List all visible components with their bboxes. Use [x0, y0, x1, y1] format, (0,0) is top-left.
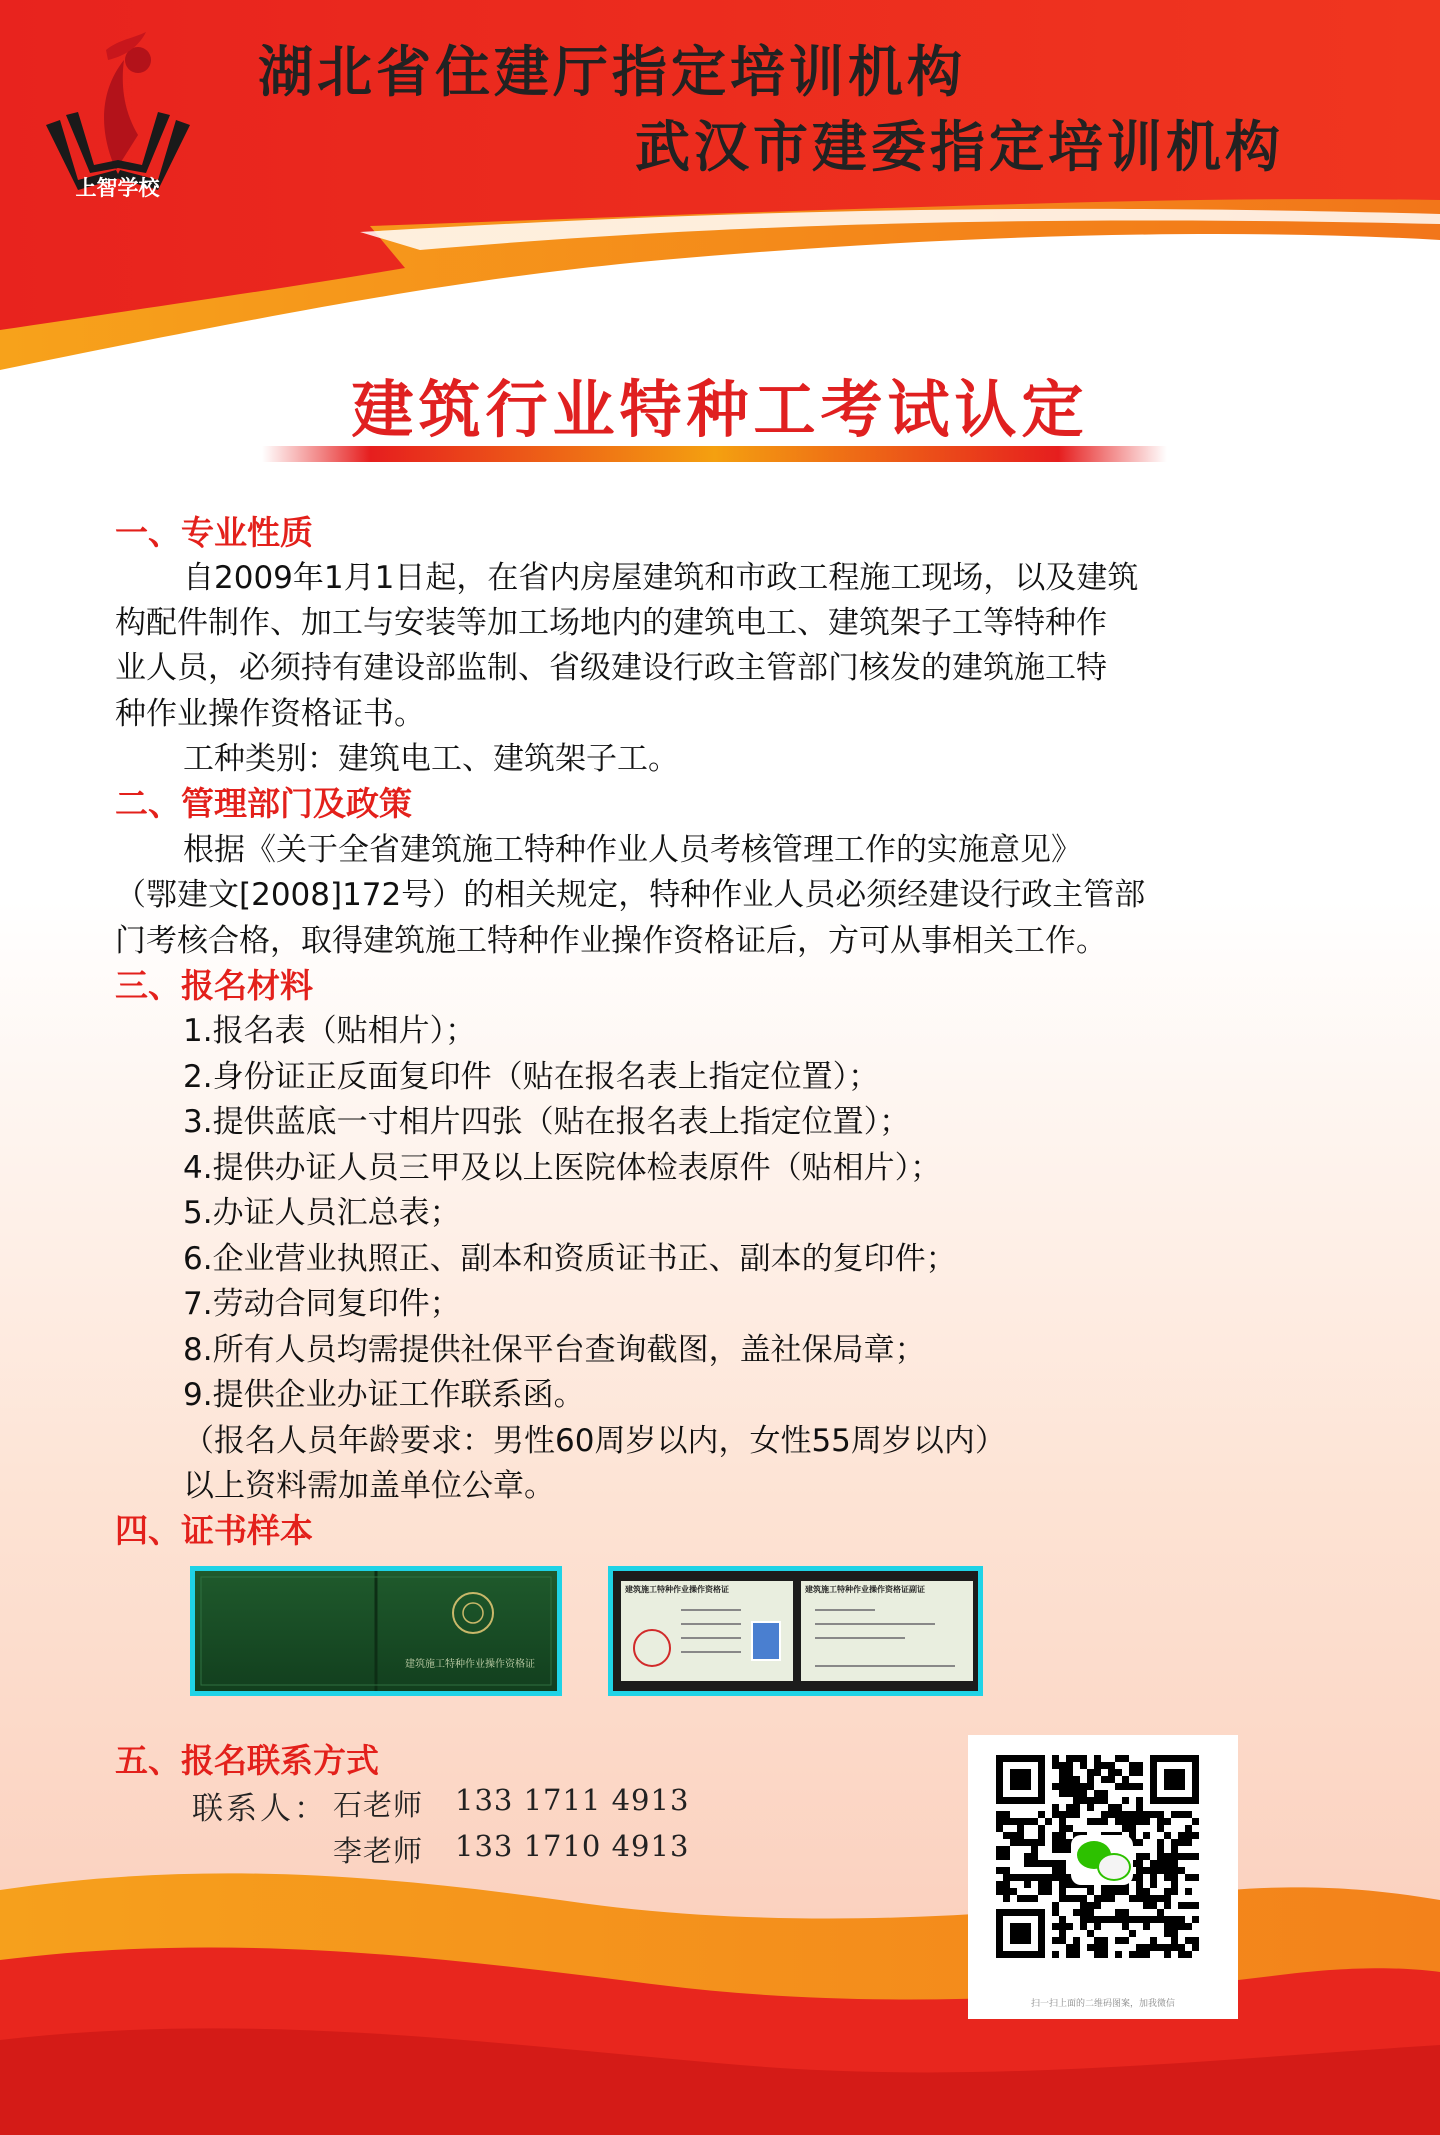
- header-line-1: 湖北省住建厅指定培训机构: [258, 40, 967, 104]
- logo-text: 上智学校: [75, 176, 160, 200]
- material-item: 3.提供蓝底一寸相片四张（贴在报名表上指定位置）；: [183, 1104, 911, 1140]
- material-item: 2.身份证正反面复印件（贴在报名表上指定位置）；: [183, 1059, 880, 1095]
- section-4-heading: 四、证书样本: [115, 1511, 313, 1550]
- section-2-line: 门考核合格，取得建筑施工特种作业操作资格证后，方可从事相关工作。: [115, 923, 1107, 959]
- section-1-line: 工种类别：建筑电工、建筑架子工。: [183, 741, 679, 777]
- material-item: 6.企业营业执照正、副本和资质证书正、副本的复印件；: [183, 1241, 957, 1277]
- material-item: 1.报名表（贴相片）；: [183, 1013, 477, 1049]
- section-1-line: 构配件制作、加工与安装等加工场地内的建筑电工、建筑架子工等特种作: [115, 605, 1107, 641]
- certificate-left-page: [621, 1581, 793, 1681]
- certificate-cover-image: [190, 1566, 562, 1696]
- material-item: 5.办证人员汇总表；: [183, 1195, 461, 1231]
- header-line-2: 武汉市建委指定培训机构: [635, 115, 1285, 179]
- age-requirement: （报名人员年龄要求：男性60周岁以内，女性55周岁以内）: [183, 1423, 1006, 1459]
- section-1-heading: 一、专业性质: [115, 513, 313, 552]
- photo-icon: [751, 1621, 781, 1661]
- certificate-cover-art: [195, 1571, 557, 1691]
- title-underline: [262, 446, 1167, 462]
- certificate-cover-text: 建筑施工特种作业操作资格证: [405, 1659, 535, 1670]
- contact-name: 石老师: [333, 1788, 424, 1822]
- material-item: 4.提供办证人员三甲及以上医院体检表原件（贴相片）；: [183, 1150, 942, 1186]
- contact-phone: 133 1710 4913: [455, 1829, 690, 1863]
- section-1-line: 种作业操作资格证书。: [115, 696, 425, 732]
- qr-caption: 扫一扫上面的二维码图案，加我微信: [1030, 1999, 1175, 2009]
- contact-name: 李老师: [333, 1834, 424, 1868]
- qr-code-panel: [968, 1735, 1238, 2019]
- section-2-line: （鄂建文[2008]172号）的相关规定，特种作业人员必须经建设行政主管部: [115, 877, 1146, 913]
- seal-requirement: 以上资料需加盖单位公章。: [183, 1468, 555, 1504]
- section-1-line: 业人员，必须持有建设部监制、省级建设行政主管部门核发的建筑施工特: [115, 650, 1107, 686]
- material-item: 7.劳动合同复印件；: [183, 1286, 461, 1322]
- certificate-right-page: [801, 1581, 973, 1681]
- section-3-heading: 三、报名材料: [115, 966, 313, 1005]
- section-1-line: 自2009年1月1日起，在省内房屋建筑和市政工程施工现场，以及建筑: [183, 560, 1139, 596]
- page-title: 建筑行业特种工考试认定: [351, 373, 1089, 446]
- wechat-icon: [1071, 1835, 1133, 1885]
- certificate-right-title: 建筑施工特种作业操作资格证副证: [805, 1585, 925, 1594]
- material-item: 8.所有人员均需提供社保平台查询截图，盖社保局章；: [183, 1332, 926, 1368]
- material-item: 9.提供企业办证工作联系函。: [183, 1377, 585, 1413]
- section-2-line: 根据《关于全省建筑施工特种作业人员考核管理工作的实施意见》: [183, 832, 1082, 868]
- red-seal-icon: [633, 1629, 671, 1667]
- contact-label: 联系人：: [192, 1791, 328, 1827]
- certificate-left-title: 建筑施工特种作业操作资格证: [625, 1585, 729, 1594]
- certificate-inner-image: [608, 1566, 983, 1696]
- section-2-heading: 二、管理部门及政策: [115, 784, 412, 823]
- section-5-heading: 五、报名联系方式: [115, 1741, 379, 1780]
- contact-phone: 133 1711 4913: [455, 1783, 690, 1817]
